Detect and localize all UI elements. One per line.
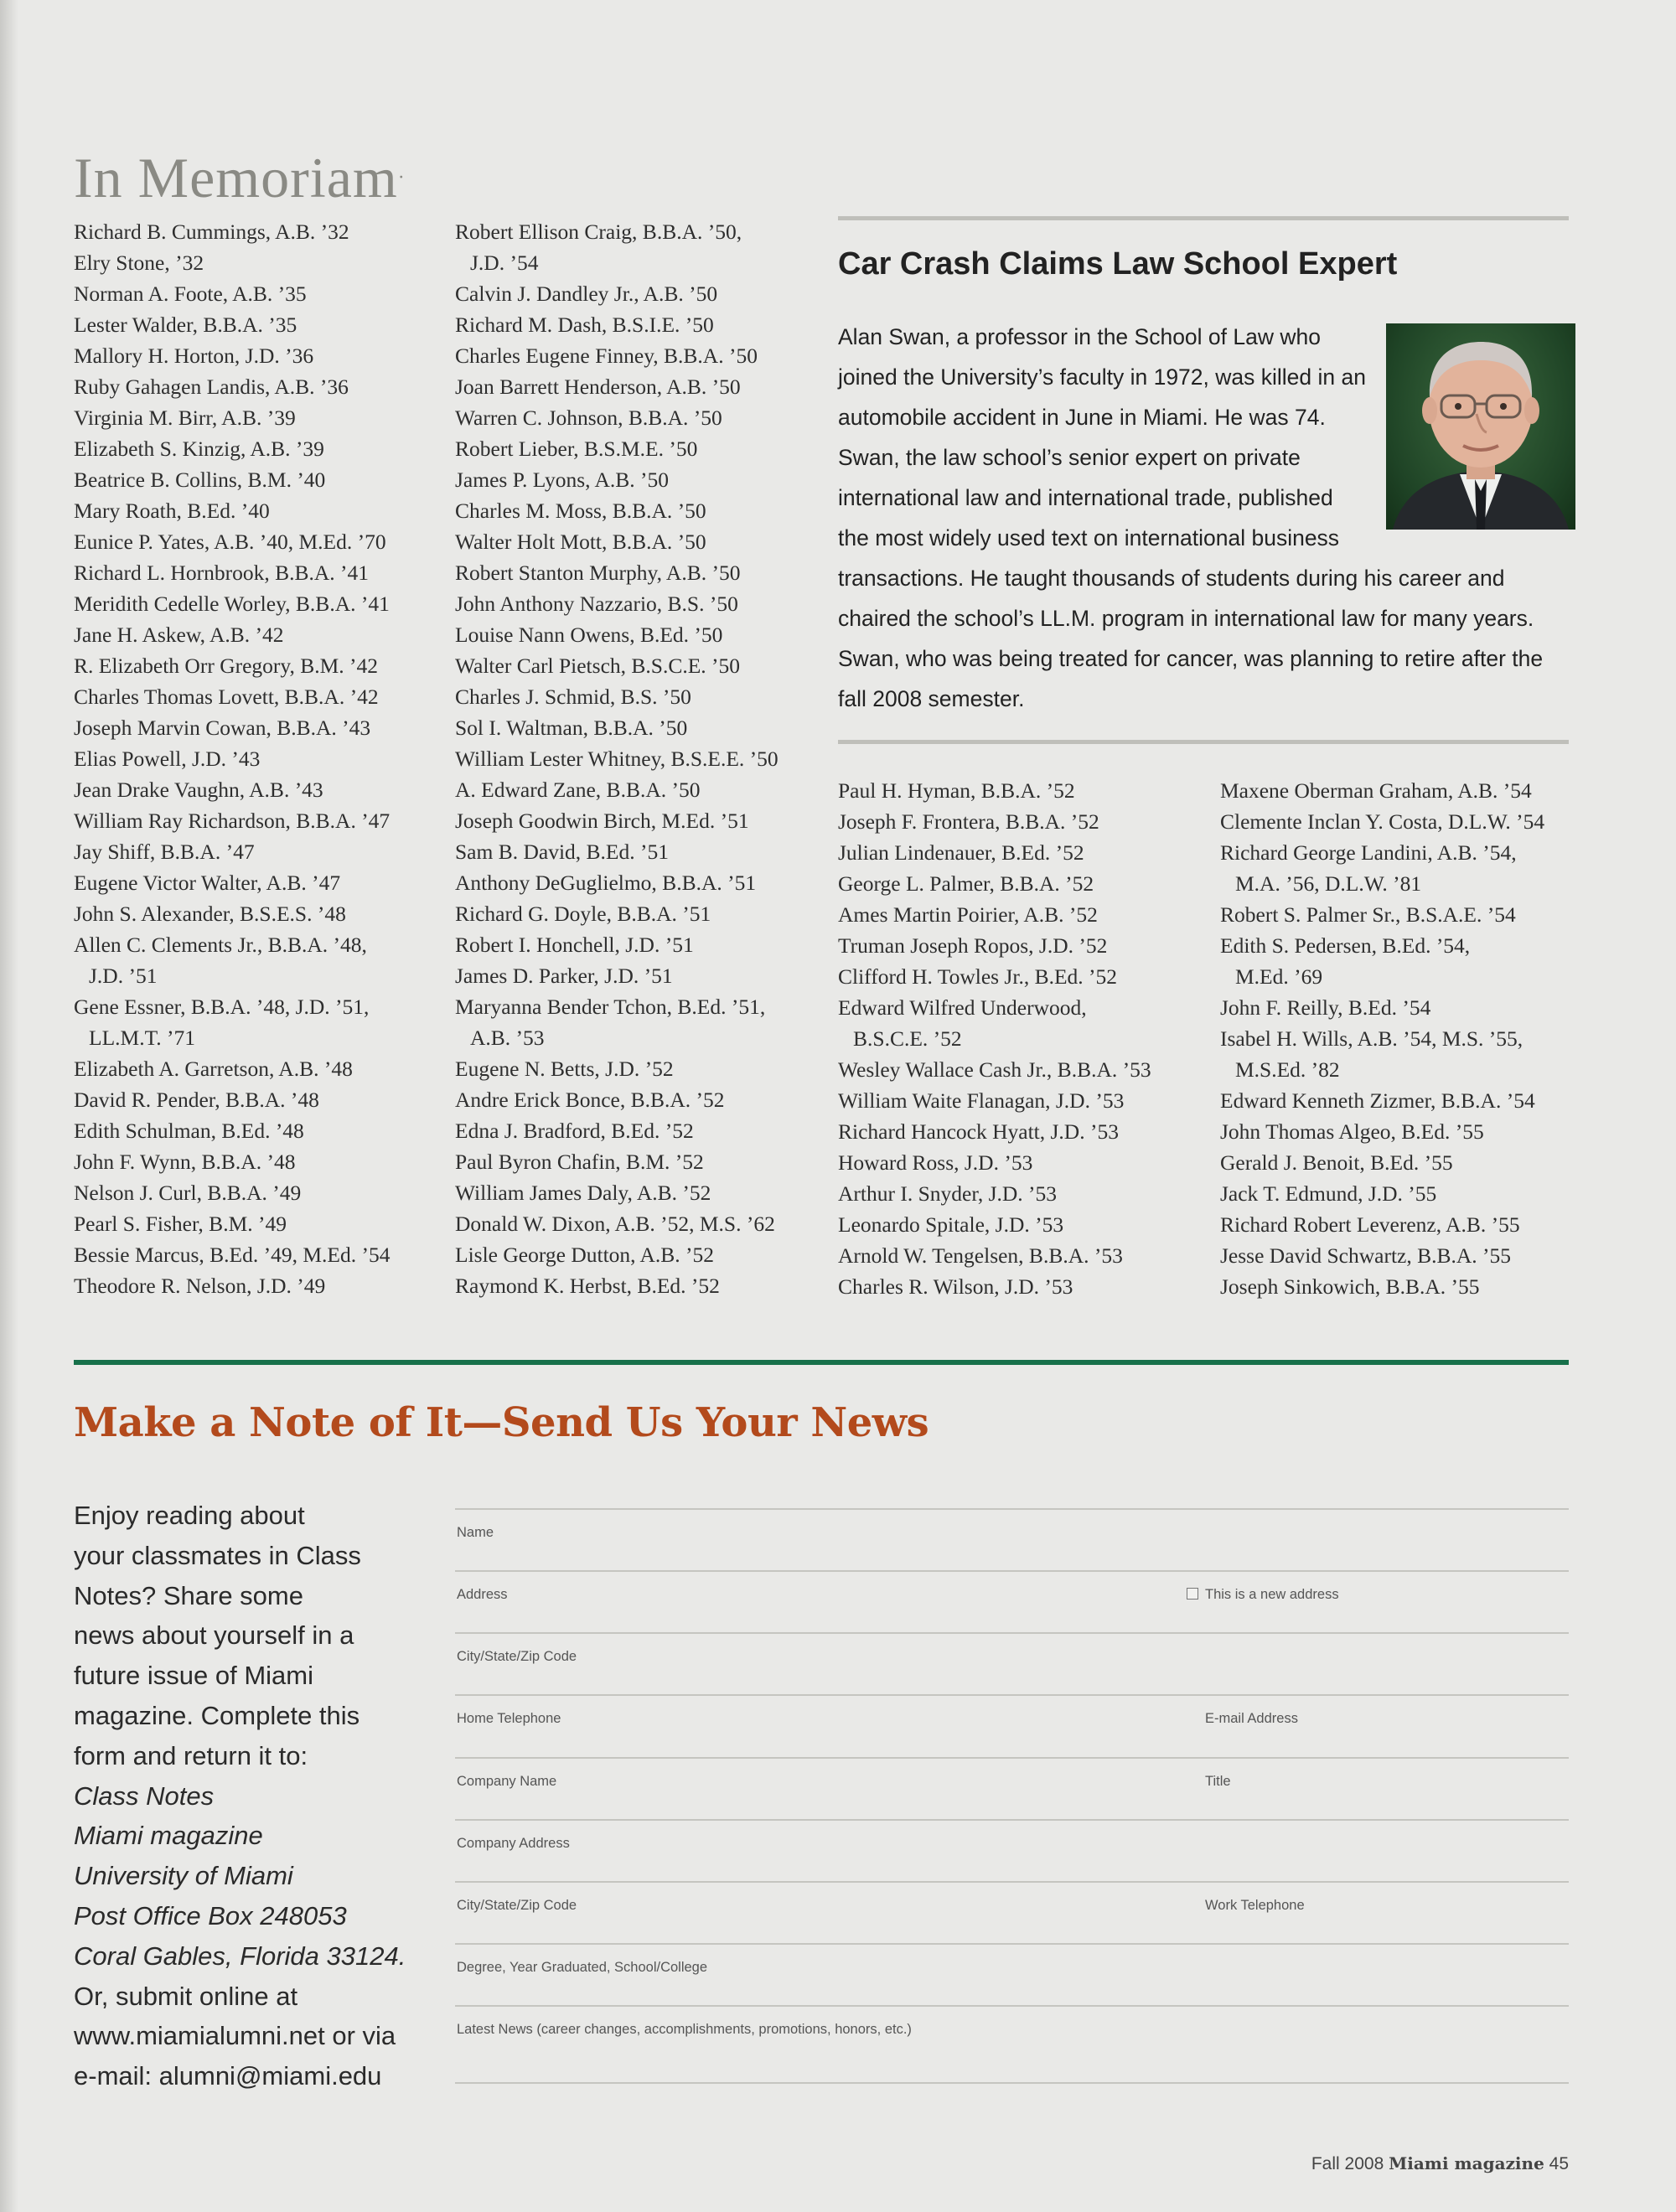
memoriam-column-1 — [74, 216, 442, 1301]
instructions-line: form and return it to: — [74, 1740, 308, 1770]
memoriam-entry — [838, 1271, 1207, 1302]
memoriam-name-line: Elizabeth A. Garretson, A.B. ’48 — [74, 1057, 353, 1081]
memoriam-entry — [1220, 899, 1589, 930]
memoriam-name-line: Virginia M. Birr, A.B. ’39 — [74, 406, 296, 430]
memoriam-name-line: William James Daly, A.B. ’52 — [455, 1181, 711, 1205]
memoriam-entry — [838, 1085, 1207, 1116]
instructions-line: www.miamialumni.net or via — [74, 2021, 396, 2051]
memoriam-entry — [74, 433, 442, 464]
memoriam-entry — [74, 402, 442, 433]
memoriam-name-line: Isabel H. Wills, A.B. ’54, M.S. ’55, — [1220, 1026, 1523, 1051]
memoriam-entry — [838, 992, 1207, 1054]
memoriam-entry — [74, 836, 442, 867]
memoriam-name-line: Jay Shiff, B.B.A. ’47 — [74, 840, 255, 864]
memoriam-name-line: Elias Powell, J.D. ’43 — [74, 747, 261, 771]
form-field-label: Name — [457, 1525, 494, 1540]
form-field-label: Degree, Year Graduated, School/College — [457, 1960, 708, 1975]
memoriam-entry — [74, 774, 442, 805]
memoriam-column-2 — [455, 216, 824, 1301]
footer-season: Fall 2008 — [1311, 2154, 1384, 2173]
memoriam-entry — [455, 619, 824, 650]
memoriam-entry — [1220, 1240, 1589, 1271]
memoriam-entry — [838, 1147, 1207, 1178]
memoriam-name-line: Joan Barrett Henderson, A.B. ’50 — [455, 375, 741, 399]
memoriam-name-line: Elizabeth S. Kinzig, A.B. ’39 — [74, 437, 324, 461]
memoriam-entry — [455, 991, 824, 1053]
memoriam-entry — [74, 1115, 442, 1146]
memoriam-name-line: Jean Drake Vaughn, A.B. ’43 — [74, 778, 323, 802]
memoriam-name-line: Robert S. Palmer Sr., B.S.A.E. ’54 — [1220, 902, 1516, 927]
memoriam-entry — [455, 216, 824, 278]
memoriam-entry — [1220, 837, 1589, 899]
memoriam-entry — [74, 1208, 442, 1239]
memoriam-name-line: Pearl S. Fisher, B.M. ’49 — [74, 1212, 287, 1236]
memoriam-name-line: Theodore R. Nelson, J.D. ’49 — [74, 1274, 326, 1298]
memoriam-name-line: John F. Wynn, B.B.A. ’48 — [74, 1150, 296, 1174]
memoriam-continuation-line: J.D. ’54 — [470, 251, 539, 275]
memoriam-name-line: Jack T. Edmund, J.D. ’55 — [1220, 1181, 1437, 1206]
memoriam-entry — [455, 1053, 824, 1084]
form-field-city-state-zip-code[interactable] — [455, 1881, 1569, 1945]
memoriam-entry — [74, 805, 442, 836]
memoriam-entry — [74, 278, 442, 309]
memoriam-name-line: Joseph F. Frontera, B.B.A. ’52 — [838, 809, 1099, 834]
memoriam-entry — [455, 402, 824, 433]
form-field-label: Latest News (career changes, accomplishments, promotions, honors, etc.) — [457, 2022, 912, 2037]
memoriam-entry — [1220, 992, 1589, 1023]
memoriam-name-line: Donald W. Dixon, A.B. ’52, M.S. ’62 — [455, 1212, 775, 1236]
instructions-line: future issue of Miami — [74, 1661, 313, 1691]
memoriam-name-line: Ames Martin Poirier, A.B. ’52 — [838, 902, 1098, 927]
instructions-line: e-mail: alumni@miami.edu — [74, 2061, 382, 2091]
memoriam-entry — [455, 650, 824, 681]
memoriam-name-line: Richard M. Dash, B.S.I.E. ’50 — [455, 313, 714, 337]
memoriam-entry — [455, 1084, 824, 1115]
memoriam-entry — [74, 526, 442, 557]
feature-top-rule — [838, 216, 1569, 220]
memoriam-name-line: Richard George Landini, A.B. ’54, — [1220, 840, 1517, 865]
memoriam-name-line: Arnold W. Tengelsen, B.B.A. ’53 — [838, 1243, 1123, 1268]
form-field-home-telephone[interactable] — [455, 1694, 1569, 1758]
memoriam-entry — [74, 1177, 442, 1208]
memoriam-continuation-line: M.S.Ed. ’82 — [1235, 1057, 1340, 1082]
memoriam-name-line: Maxene Oberman Graham, A.B. ’54 — [1220, 778, 1532, 803]
memoriam-entry — [74, 712, 442, 743]
form-field-label: Home Telephone — [457, 1711, 561, 1726]
memoriam-name-line: Charles Thomas Lovett, B.B.A. ’42 — [74, 685, 379, 709]
memoriam-name-line: Warren C. Johnson, B.B.A. ’50 — [455, 406, 722, 430]
memoriam-entry — [1220, 806, 1589, 837]
memoriam-name-line: John Anthony Nazzario, B.S. ’50 — [455, 592, 738, 616]
checkbox-label: This is a new address — [1205, 1587, 1339, 1602]
memoriam-entry — [838, 837, 1207, 868]
memoriam-entry — [74, 464, 442, 495]
form-field-name[interactable] — [455, 1508, 1569, 1572]
memoriam-name-line: Richard L. Hornbrook, B.B.A. ’41 — [74, 561, 369, 585]
memoriam-entry — [838, 868, 1207, 899]
memoriam-entry — [74, 650, 442, 681]
instructions-line: Notes? Share some — [74, 1580, 303, 1610]
memoriam-name-line: Gerald J. Benoit, B.Ed. ’55 — [1220, 1150, 1453, 1175]
memoriam-entry — [1220, 1271, 1589, 1302]
memoriam-name-line: R. Elizabeth Orr Gregory, B.M. ’42 — [74, 654, 379, 678]
memoriam-entry — [1220, 1209, 1589, 1240]
memoriam-name-line: Maryanna Bender Tchon, B.Ed. ’51, — [455, 995, 766, 1019]
instructions-line: Enjoy reading about — [74, 1501, 305, 1530]
memoriam-title: In Memoriam· — [74, 146, 406, 209]
memoriam-name-line: Paul H. Hyman, B.B.A. ’52 — [838, 778, 1075, 803]
memoriam-entry — [455, 805, 824, 836]
memoriam-name-line: Richard Hancock Hyatt, J.D. ’53 — [838, 1119, 1119, 1144]
feature-bottom-rule — [838, 740, 1569, 744]
memoriam-entry — [838, 1240, 1207, 1271]
memoriam-name-line: James P. Lyons, A.B. ’50 — [455, 468, 670, 492]
memoriam-name-line: Eugene N. Betts, J.D. ’52 — [455, 1057, 674, 1081]
memoriam-name-line: William Ray Richardson, B.B.A. ’47 — [74, 809, 391, 833]
memoriam-entry — [74, 588, 442, 619]
memoriam-name-line: James D. Parker, J.D. ’51 — [455, 964, 673, 988]
memoriam-continuation-line: M.A. ’56, D.L.W. ’81 — [1235, 871, 1422, 896]
memoriam-entry — [455, 1146, 824, 1177]
memoriam-entry — [74, 929, 442, 991]
memoriam-name-line: Charles Eugene Finney, B.B.A. ’50 — [455, 344, 758, 368]
memoriam-entry — [455, 1208, 824, 1239]
memoriam-entry — [838, 930, 1207, 961]
memoriam-name-line: Arthur I. Snyder, J.D. ’53 — [838, 1181, 1058, 1206]
form-field-label: Work Telephone — [1205, 1898, 1305, 1913]
memoriam-entry — [74, 557, 442, 588]
memoriam-entry — [838, 1209, 1207, 1240]
memoriam-name-line: Eugene Victor Walter, A.B. ’47 — [74, 871, 341, 895]
memoriam-continuation-line: A.B. ’53 — [470, 1026, 545, 1050]
memoriam-entry — [74, 991, 442, 1053]
memoriam-entry — [455, 898, 824, 929]
memoriam-name-line: Truman Joseph Ropos, J.D. ’52 — [838, 933, 1108, 958]
memoriam-name-line: Bessie Marcus, B.Ed. ’49, M.Ed. ’54 — [74, 1243, 391, 1267]
memoriam-entry — [455, 557, 824, 588]
memoriam-entry — [455, 588, 824, 619]
form-field-label: Company Name — [457, 1774, 557, 1789]
instructions-line: Class Notes — [74, 1780, 215, 1811]
memoriam-name-line: John Thomas Algeo, B.Ed. ’55 — [1220, 1119, 1484, 1144]
memoriam-entry — [74, 1053, 442, 1084]
section-divider — [74, 1360, 1569, 1365]
memoriam-name-line: Eunice P. Yates, A.B. ’40, M.Ed. ’70 — [74, 530, 386, 554]
memoriam-name-line: Charles R. Wilson, J.D. ’53 — [838, 1274, 1073, 1299]
memoriam-name-line: Beatrice B. Collins, B.M. ’40 — [74, 468, 326, 492]
new-address-checkbox[interactable] — [1187, 1588, 1198, 1600]
memoriam-entry — [455, 1270, 824, 1301]
instructions-line: Miami magazine — [74, 1821, 263, 1851]
memoriam-entry — [74, 1270, 442, 1301]
memoriam-entry — [455, 1177, 824, 1208]
memoriam-entry — [838, 1178, 1207, 1209]
instructions-line: your classmates in Class — [74, 1540, 361, 1570]
feature-headline: Car Crash Claims Law School Expert — [838, 246, 1398, 282]
memoriam-entry — [838, 899, 1207, 930]
memoriam-entry — [1220, 1178, 1589, 1209]
memoriam-name-line: Mary Roath, B.Ed. ’40 — [74, 499, 270, 523]
memoriam-entry — [455, 867, 824, 898]
instructions-line: news about yourself in a — [74, 1620, 354, 1651]
memoriam-name-line: Charles M. Moss, B.B.A. ’50 — [455, 499, 706, 523]
memoriam-name-line: Edith S. Pedersen, B.Ed. ’54, — [1220, 933, 1471, 958]
memoriam-entry — [455, 681, 824, 712]
memoriam-entry — [455, 433, 824, 464]
new-address-checkbox-group[interactable] — [1187, 1587, 1339, 1603]
memoriam-entry — [74, 495, 442, 526]
form-field-address[interactable] — [455, 1570, 1569, 1634]
memoriam-name-line: Louise Nann Owens, B.Ed. ’50 — [455, 623, 723, 647]
memoriam-name-line: Edward Kenneth Zizmer, B.B.A. ’54 — [1220, 1088, 1535, 1113]
feature-article — [838, 317, 1575, 719]
memoriam-entry — [455, 309, 824, 340]
memoriam-entry — [74, 371, 442, 402]
memoriam-name-line: Mallory H. Horton, J.D. ’36 — [74, 344, 314, 368]
memoriam-name-line: Robert Lieber, B.S.M.E. ’50 — [455, 437, 698, 461]
memoriam-name-line: Norman A. Foote, A.B. ’35 — [74, 282, 307, 306]
memoriam-continuation-line: LL.M.T. ’71 — [89, 1026, 196, 1050]
memoriam-name-line: Meridith Cedelle Worley, B.B.A. ’41 — [74, 592, 390, 616]
memoriam-name-line: Clifford H. Towles Jr., B.Ed. ’52 — [838, 964, 1118, 989]
memoriam-entry — [455, 743, 824, 774]
memoriam-name-line: Ruby Gahagen Landis, A.B. ’36 — [74, 375, 349, 399]
form-field-label: E-mail Address — [1205, 1711, 1298, 1726]
memoriam-name-line: Elry Stone, ’32 — [74, 251, 204, 275]
memoriam-entry — [838, 775, 1207, 806]
memoriam-entry — [455, 960, 824, 991]
news-instructions — [74, 1496, 434, 2096]
memoriam-name-line: Robert Stanton Murphy, A.B. ’50 — [455, 561, 741, 585]
memoriam-name-line: Sol I. Waltman, B.B.A. ’50 — [455, 716, 688, 740]
memoriam-name-line: William Waite Flanagan, J.D. ’53 — [838, 1088, 1125, 1113]
memoriam-continuation-line: J.D. ’51 — [89, 964, 158, 988]
memoriam-entry — [455, 464, 824, 495]
memoriam-entry — [1220, 1147, 1589, 1178]
memoriam-name-line: Leonardo Spitale, J.D. ’53 — [838, 1212, 1064, 1237]
memoriam-entry — [74, 681, 442, 712]
memoriam-name-line: Richard G. Doyle, B.B.A. ’51 — [455, 902, 711, 926]
memoriam-entry — [455, 1115, 824, 1146]
instructions-line: Post Office Box 248053 — [74, 1900, 347, 1930]
memoriam-entry — [74, 1239, 442, 1270]
instructions-line: Coral Gables, Florida 33124. — [74, 1941, 406, 1971]
news-section-headline: Make a Note of It—Send Us Your News — [74, 1399, 929, 1446]
form-field-label: Title — [1205, 1774, 1231, 1789]
memoriam-entry — [455, 1239, 824, 1270]
memoriam-entry — [74, 216, 442, 247]
instructions-line: University of Miami — [74, 1861, 293, 1891]
form-field-company-name[interactable] — [455, 1757, 1569, 1821]
memoriam-name-line: Joseph Sinkowich, B.B.A. ’55 — [1220, 1274, 1480, 1299]
memoriam-entry — [455, 495, 824, 526]
memoriam-name-line: Wesley Wallace Cash Jr., B.B.A. ’53 — [838, 1057, 1151, 1082]
memoriam-entry — [1220, 775, 1589, 806]
form-field-degree-year-graduated-school-college[interactable] — [455, 1943, 1569, 2007]
memoriam-entry — [1220, 1116, 1589, 1147]
memoriam-name-line: Lester Walder, B.B.A. ’35 — [74, 313, 297, 337]
memoriam-entry — [1220, 1023, 1589, 1085]
memoriam-name-line: Walter Carl Pietsch, B.S.C.E. ’50 — [455, 654, 741, 678]
form-field-company-address[interactable] — [455, 1819, 1569, 1883]
memoriam-entry — [455, 929, 824, 960]
memoriam-name-line: Walter Holt Mott, B.B.A. ’50 — [455, 530, 706, 554]
memoriam-entry — [74, 247, 442, 278]
memoriam-column-4 — [1220, 775, 1589, 1302]
memoriam-name-line: Nelson J. Curl, B.B.A. ’49 — [74, 1181, 302, 1205]
form-field-label: Company Address — [457, 1836, 570, 1851]
memoriam-entry — [455, 526, 824, 557]
memoriam-name-line: Julian Lindenauer, B.Ed. ’52 — [838, 840, 1084, 865]
memoriam-entry — [74, 619, 442, 650]
form-field-city-state-zip-code[interactable] — [455, 1632, 1569, 1696]
memoriam-name-line: Joseph Goodwin Birch, M.Ed. ’51 — [455, 809, 749, 833]
memoriam-name-line: Clemente Inclan Y. Costa, D.L.W. ’54 — [1220, 809, 1545, 834]
memoriam-continuation-line: B.S.C.E. ’52 — [853, 1026, 962, 1051]
memoriam-name-line: Sam B. David, B.Ed. ’51 — [455, 840, 669, 864]
form-field-label: City/State/Zip Code — [457, 1649, 577, 1664]
memoriam-name-line: Edith Schulman, B.Ed. ’48 — [74, 1119, 304, 1143]
memoriam-name-line: Raymond K. Herbst, B.Ed. ’52 — [455, 1274, 720, 1298]
memoriam-column-3 — [838, 775, 1207, 1302]
memoriam-name-line: Gene Essner, B.B.A. ’48, J.D. ’51, — [74, 995, 370, 1019]
memoriam-name-line: Jane H. Askew, A.B. ’42 — [74, 623, 284, 647]
memoriam-name-line: Lisle George Dutton, A.B. ’52 — [455, 1243, 715, 1267]
memoriam-name-line: Anthony DeGuglielmo, B.B.A. ’51 — [455, 871, 757, 895]
memoriam-entry — [455, 712, 824, 743]
memoriam-entry — [838, 961, 1207, 992]
memoriam-name-line: Edward Wilfred Underwood, — [838, 995, 1087, 1020]
feature-body-text: Alan Swan, a professor in the School of Law who joined the University’s faculty in 1972, was killed in an automobile accident in June in Miami. He was 74. Swan, the law school’s senior expert on private international law and international trade, published the most widely used text on international business transactions. He taught thousands of students during his career and chaired the school’s LL.M. program in international law for many years. Swan, who was being treated for cancer, was planning to retire after the fall 2008 semester. — [838, 324, 1544, 711]
page-gutter-shadow — [0, 0, 18, 2212]
memoriam-name-line: Robert Ellison Craig, B.B.A. ’50, — [455, 220, 742, 244]
instructions-line: Or, submit online at — [74, 1981, 298, 2011]
memoriam-name-line: Calvin J. Dandley Jr., A.B. ’50 — [455, 282, 718, 306]
memoriam-entry — [74, 867, 442, 898]
memoriam-entry — [455, 774, 824, 805]
memoriam-entry — [838, 1116, 1207, 1147]
memoriam-name-line: George L. Palmer, B.B.A. ’52 — [838, 871, 1094, 896]
form-field-latest-news-career-changes-accomplishments-promotions-honors-etc[interactable] — [455, 2005, 1569, 2069]
memoriam-entry — [74, 743, 442, 774]
page-number: 45 — [1549, 2154, 1569, 2173]
memoriam-entry — [455, 836, 824, 867]
memoriam-name-line: Howard Ross, J.D. ’53 — [838, 1150, 1033, 1175]
memoriam-entry — [1220, 1085, 1589, 1116]
memoriam-name-line: John F. Reilly, B.Ed. ’54 — [1220, 995, 1431, 1020]
memoriam-continuation-line: M.Ed. ’69 — [1235, 964, 1323, 989]
memoriam-name-line: Richard Robert Leverenz, A.B. ’55 — [1220, 1212, 1520, 1237]
memoriam-name-line: Paul Byron Chafin, B.M. ’52 — [455, 1150, 704, 1174]
portrait-photo — [1386, 323, 1575, 530]
memoriam-entry — [838, 1054, 1207, 1085]
memoriam-name-line: Edna J. Bradford, B.Ed. ’52 — [455, 1119, 694, 1143]
memoriam-entry — [74, 1146, 442, 1177]
memoriam-entry — [838, 806, 1207, 837]
memoriam-entry — [455, 371, 824, 402]
memoriam-entry — [1220, 930, 1589, 992]
memoriam-name-line: Joseph Marvin Cowan, B.B.A. ’43 — [74, 716, 371, 740]
memoriam-name-line: Richard B. Cummings, A.B. ’32 — [74, 220, 349, 244]
memoriam-entry — [455, 340, 824, 371]
memoriam-entry — [455, 278, 824, 309]
memoriam-name-line: Charles J. Schmid, B.S. ’50 — [455, 685, 691, 709]
form-field-label: City/State/Zip Code — [457, 1898, 577, 1913]
instructions-line: magazine. Complete this — [74, 1700, 360, 1730]
memoriam-name-line: David R. Pender, B.B.A. ’48 — [74, 1088, 319, 1112]
memoriam-name-line: Andre Erick Bonce, B.B.A. ’52 — [455, 1088, 725, 1112]
memoriam-name-line: Allen C. Clements Jr., B.B.A. ’48, — [74, 933, 367, 957]
footer-magazine: Miami magazine — [1389, 2153, 1544, 2173]
memoriam-name-line: Jesse David Schwartz, B.B.A. ’55 — [1220, 1243, 1512, 1268]
memoriam-name-line: William Lester Whitney, B.S.E.E. ’50 — [455, 747, 779, 771]
memoriam-entry — [74, 898, 442, 929]
memoriam-name-line: Robert I. Honchell, J.D. ’51 — [455, 933, 694, 957]
form-field-label: Address — [457, 1587, 508, 1602]
memoriam-entry — [74, 309, 442, 340]
page-footer — [1311, 2153, 1569, 2174]
memoriam-entry — [74, 1084, 442, 1115]
memoriam-entry — [74, 340, 442, 371]
memoriam-name-line: John S. Alexander, B.S.E.S. ’48 — [74, 902, 346, 926]
memoriam-name-line: A. Edward Zane, B.B.A. ’50 — [455, 778, 701, 802]
form-bottom-rule — [455, 2082, 1569, 2084]
